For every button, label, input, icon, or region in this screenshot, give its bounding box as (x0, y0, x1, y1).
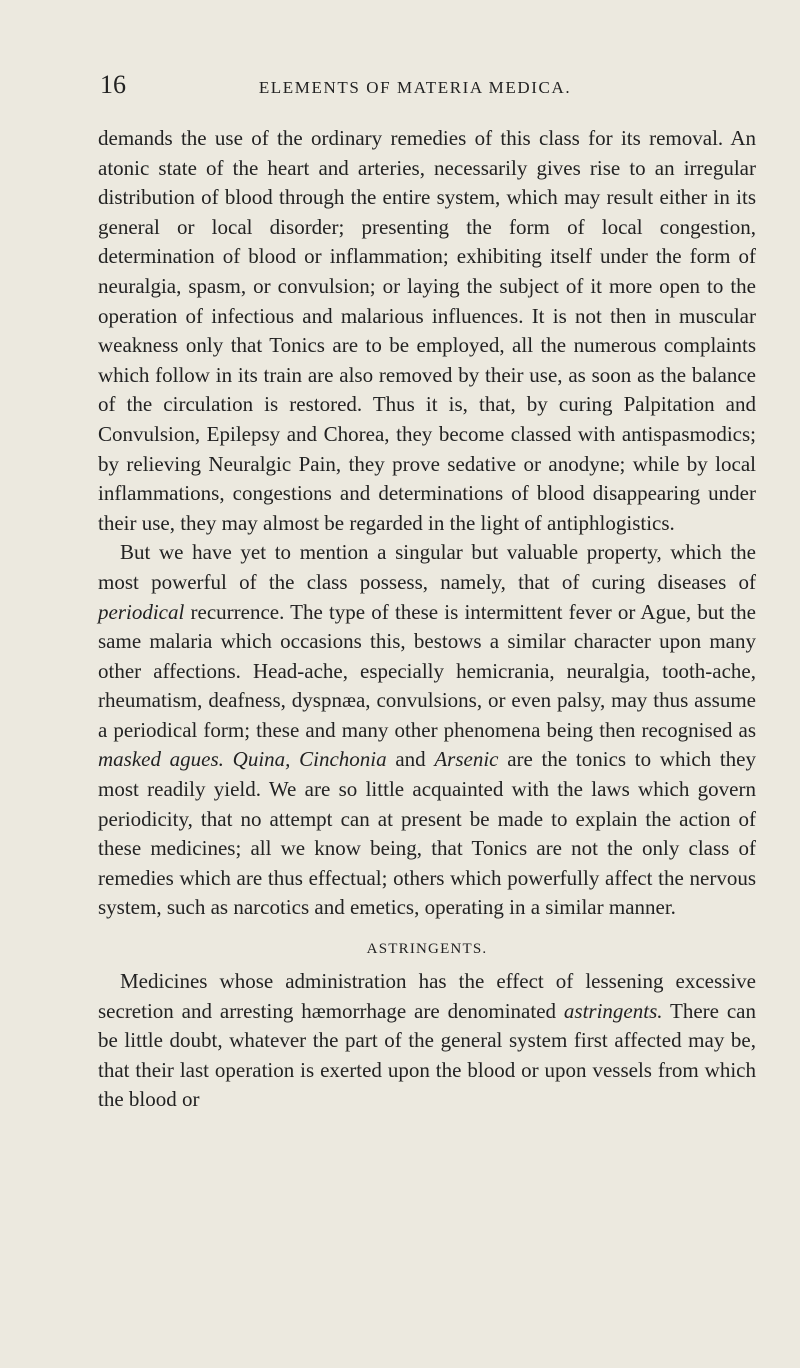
paragraph-2-text-b: recurrence. The type of these is intermittent fever or Ague, but the same malaria which occasions this, bestows a similar character upon many other affections. Head-ache, especially hemicrania, neuralgia, tooth-ache, rheumatism, deafness, dyspnæa, convulsions, or even palsy, may thus assume a periodical form; these and many other phenomena being then recognised as (98, 599, 756, 742)
paragraph-2-text-a: But we have yet to mention a singular but valuable property, which the most powerful of the class possess, namely, that of curing diseases of (98, 540, 756, 594)
running-head (100, 70, 730, 110)
paragraph-2-text-d: and (386, 747, 435, 772)
paragraph-periodical (98, 538, 756, 923)
running-title: ELEMENTS OF MATERIA MEDICA. (258, 78, 572, 97)
paragraph-astringents (98, 967, 756, 1115)
paragraph-3-text-b: There can be little doubt, whatever the part of the general system first affected may be, that their last operation is exerted upon the blood or upon vessels from which the blood or (98, 998, 756, 1112)
section-heading-astringents: ASTRINGENTS. (366, 941, 488, 958)
body-text (98, 124, 756, 1115)
italic-masked-agues: masked agues. (98, 747, 224, 772)
italic-periodical: periodical (98, 599, 185, 624)
italic-astringents: astringents. (563, 998, 663, 1023)
italic-quina-cinchonia: Quina, Cinchonia (232, 747, 387, 772)
paragraph-1-text: demands the use of the ordinary remedies of this class for its removal. An atonic state of the heart and arteries, necessarily gives rise to an irregular distribution of blood through the entire system, which may result either in its general or local disorder; presenting the form of local congestion, determination of blood or inflammation; exhibiting itself under the form of neuralgia, spasm, or convulsion; or laying the subject of it more open to the operation of infectious and malarious influences. It is not then in muscular weakness only that Tonics are to be employed, all the numerous complaints which follow in its train are also removed by their use, as soon as the balance of the circulation is restored. Thus it is, that, by curing Palpitation and Convulsion, Epilepsy and Chorea, they become classed with antispasmodics; by relieving Neuralgic Pain, they prove sedative or anodyne; while by local inflammations, congestions and determinations of blood disappearing under their use, they may almost be regarded in the light of antiphlogistics. (98, 126, 756, 535)
paragraph-continued (98, 124, 756, 538)
paragraph-2-text-e: are the tonics to which they most readily yield. We are so little acquainted with the laws which govern periodicity, that no attempt can at present be made to explain the action of these medicines; all we know being, that Tonics are not the only class of remedies which are thus effectual; others which powerfully affect the nervous system, such as narcotics and emetics, operating in a similar manner. (98, 747, 756, 920)
page-number: 16 (100, 70, 126, 99)
paragraph-2-text-c (224, 747, 233, 771)
paragraph-3-text-a: Medicines whose administration has the effect of lessening excessive secretion and arresting hæmorrhage are denominated (98, 969, 756, 1023)
italic-arsenic: Arsenic (434, 747, 499, 772)
